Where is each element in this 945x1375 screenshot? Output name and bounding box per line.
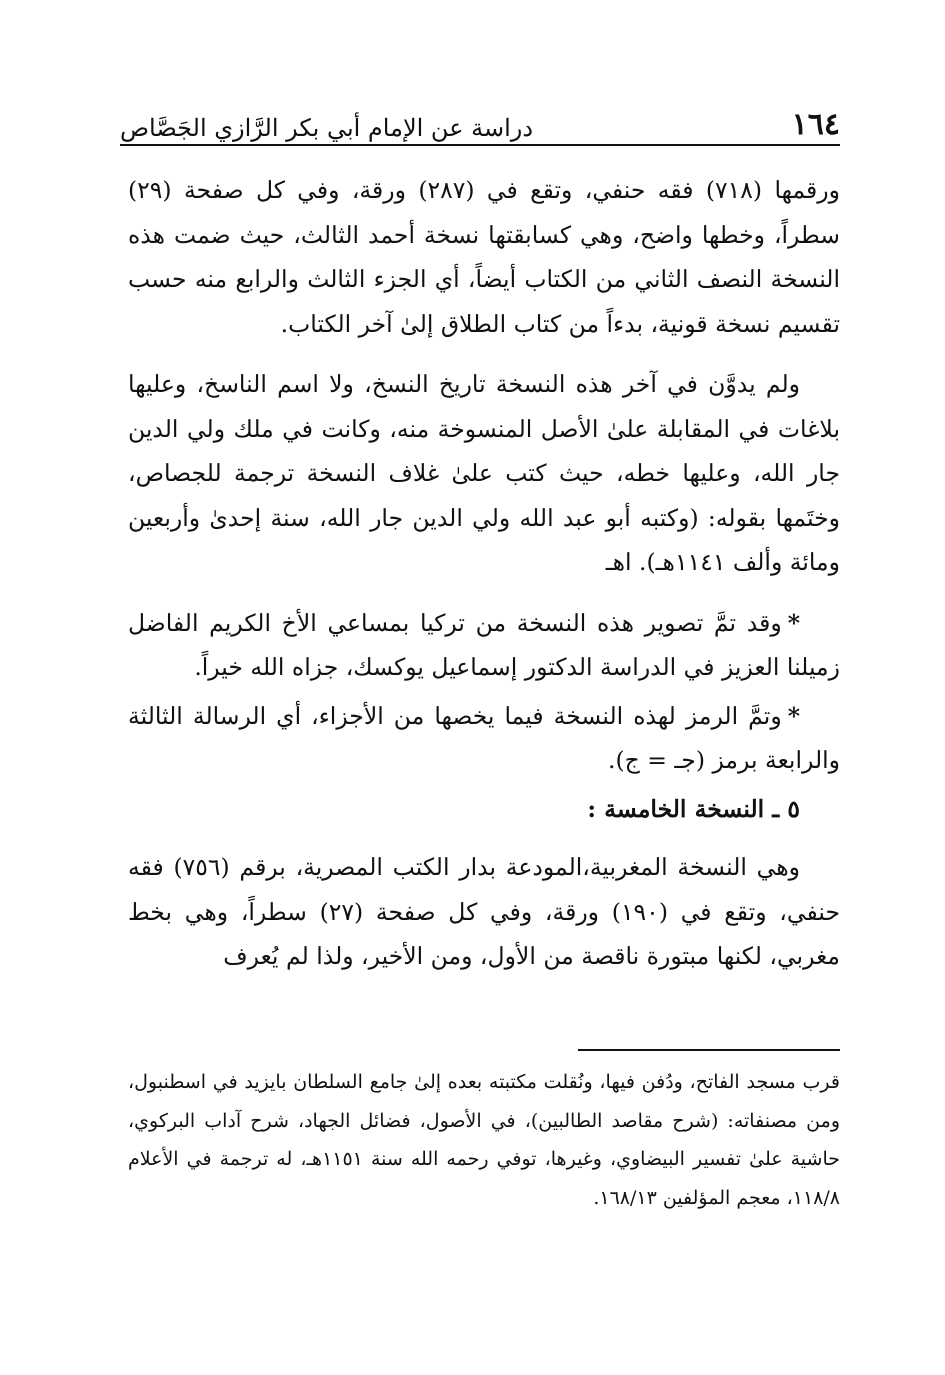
footnote: قرب مسجد الفاتح، ودُفن فيها، ونُقلت مكتبته بعده إلىٰ جامع السلطان بايزيد في اسطنبول، ومن مصنفاته: (شرح مقاصد الطالبين)، في الأصول، فضائل الجهاد، شرح آداب البركوي، حاشية علىٰ تفسير البيضاوي، وغيرها، توفي رحمه الله سنة ١١٥١هـ، له ترجمة في الأعلام ١١٨/٨، معجم المؤلفين ١٦٨/١٣. (128, 1071, 840, 1209)
asterisk-bullet: * (787, 701, 800, 730)
page-number: ١٦٤ (791, 107, 840, 142)
paragraph-symbol-text: وتمَّ الرمز لهذه النسخة فيما يخصها من الأجزاء، أي الرسالة الثالثة والرابعة برمز (جـ = ج). (128, 701, 840, 774)
paragraph-photography-text: وقد تمَّ تصوير هذه النسخة من تركيا بمساعي الأخ الكريم الفاضل زميلنا العزيز في الدراسة الدكتور إسماعيل يوكسك، جزاه الله خيراً. (128, 608, 840, 681)
paragraph-symbol-note (128, 694, 840, 783)
paragraph-manuscript-description: ورقمها (٧١٨) فقه حنفي، وتقع في (٢٨٧) ورقة، وفي كل صفحة (٢٩) سطراً، وخطها واضح، وهي كسابقتها نسخة أحمد الثالث، حيث ضمت هذه النسخة النصف الثاني من الكتاب أيضاً، أي الجزء الثالث والرابع منه حسب تقسيم نسخة قونية، بدءاً من كتاب الطلاق إلىٰ آخر الكتاب. (128, 176, 840, 338)
section-heading-fifth-copy: ٥ ـ النسخة الخامسة : (587, 794, 800, 823)
paragraph-photography-note (128, 601, 840, 690)
paragraph-fifth-copy: وهي النسخة المغربية،المودعة بدار الكتب المصرية، برقم (٧٥٦) فقه حنفي، وتقع في (١٩٠) ورقة، وفي كل صفحة (٢٧) سطراً، وهي بخط مغربي، لكنها مبتورة ناقصة من الأول، ومن الأخير، ولذا لم يُعرف (128, 853, 840, 970)
main-text (128, 168, 840, 995)
running-title: دراسة عن الإمام أبي بكر الرَّازي الجَصَّاص (120, 114, 534, 142)
paragraph-copy-notes: ولم يدوَّن في آخر هذه النسخة تاريخ النسخ، ولا اسم الناسخ، وعليها بلاغات في المقابلة علىٰ الأصل المنسوخة منه، وكانت في ملك ولي الدين جار الله، وعليها خطه، حيث كتب علىٰ غلاف النسخة ترجمة للجصاص، وختَمها بقوله: (وكتبه أبو عبد الله ولي الدين جار الله، سنة إحدىٰ وأربعين ومائة وألف ١١٤١هـ). اهـ (128, 370, 840, 576)
page-header (120, 100, 840, 146)
asterisk-bullet: * (787, 608, 800, 637)
footnote-divider (578, 1049, 840, 1051)
